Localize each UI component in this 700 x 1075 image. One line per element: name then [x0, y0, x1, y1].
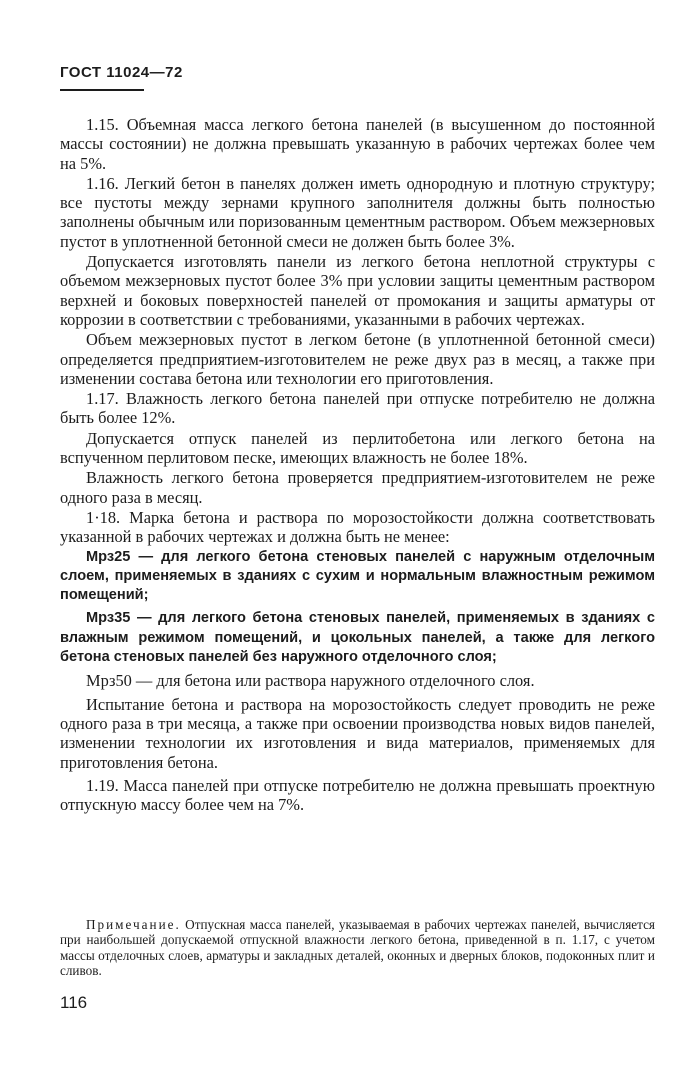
paragraph-permission-nonporous: Допускается изготовлять панели из легкого бетона неплотной структуры с объемом межзерновых пустот более 3% при условии защиты цементным раствором верхней и боковых поверхностей панелей от промокания и защиты арматуры от коррозии в соответствии с требованиями, указанными в рабочих чертежах. [60, 252, 655, 329]
footnote-label: Примечание. [86, 917, 181, 932]
body-text [60, 115, 655, 815]
paragraph-1-15: 1.15. Объемная масса легкого бетона панелей (в высушенном до постоянной массы состоянии) не должна превышать указанную в рабочих чертежах более чем на 5%. [60, 115, 655, 173]
paragraph-1-16: 1.16. Легкий бетон в панелях должен иметь однородную и плотную структуру; все пустоты между зернами крупного заполнителя должны быть полностью заполнены обычным или поризованным цементным раствором. Объем межзерновых пустот в уплотненной бетонной смеси не должен быть более 3%. [60, 173, 655, 251]
paragraph-frost-testing: Испытание бетона и раствора на морозостойкость следует проводить не реже одного раза в три месяца, а также при освоении производства новых видов панелей, изменении технологии их изготовления и вида материалов, применяемых для приготовления бетона. [60, 694, 655, 772]
header-underline [60, 89, 144, 91]
paragraph-mrz50: Мрз50 — для бетона или раствора наружного отделочного слоя. [86, 671, 535, 691]
document-header: ГОСТ 11024—72 [60, 64, 183, 81]
paragraph-1-18: 1·18. Марка бетона и раствора по морозостойкости должна соответствовать указанной в рабочих чертежах и должна быть не менее: [60, 507, 655, 547]
footnote [60, 917, 655, 979]
paragraph-1-19: 1.19. Масса панелей при отпуске потребителю не должна превышать проектную отпускную массу более чем на 7%. [60, 775, 655, 815]
page-number: 116 [60, 993, 88, 1012]
paragraph-moisture-check: Влажность легкого бетона проверяется предприятием-изготовителем не реже одного раза в месяц. [60, 468, 655, 507]
paragraph-mrz25: Мрз25 — для легкого бетона стеновых панелей с наружным отделочным слоем, применяемых в зданиях с сухим и нормальным влажностным режимом помещений; [60, 548, 655, 604]
paragraph-mrz35: Мрз35 — для легкого бетона стеновых панелей, применяемых в зданиях с влажным режимом помещений, и цокольных панелей, а также для легкого бетона стеновых панелей без наружного отделочного слоя; [60, 610, 655, 666]
footnote-text: Отпускная масса панелей, указываемая в рабочих чертежах панелей, вычисляется при наибольшей допускаемой отпускной влажности легкого бетона, приведенной в п. 1.17, с учетом массы отделочных слоев, арматуры и закладных деталей, оконных и дверных блоков, подоконных плит и сливов. [60, 917, 655, 979]
paragraph-perlite-moisture: Допускается отпуск панелей из перлитобетона или легкого бетона на вспученном перлитовом песке, имеющих влажность не более 18%. [60, 428, 655, 468]
paragraph-void-volume-check: Объем межзерновых пустот в легком бетоне (в уплотненной бетонной смеси) определяется предприятием-изготовителем не реже двух раз в месяц, а также при изменении состава бетона или технологии его приготовления. [60, 330, 655, 388]
footnote-paragraph [60, 917, 655, 979]
paragraph-1-17: 1.17. Влажность легкого бетона панелей при отпуске потребителю не должна быть более 12%. [60, 389, 655, 428]
